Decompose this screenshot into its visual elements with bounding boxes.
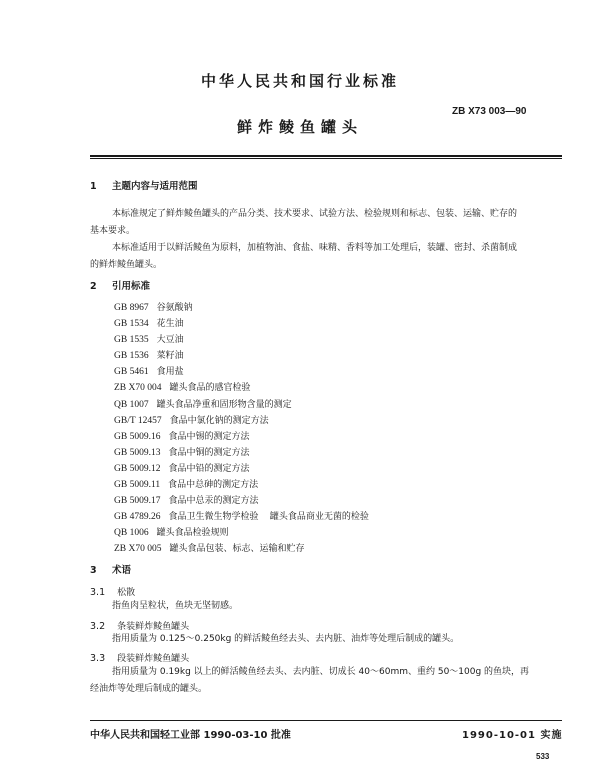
footer-rule <box>90 720 562 721</box>
term-3-1-heading: 3.1 松散 <box>90 587 136 598</box>
section-2-heading: 2 引用标准 <box>90 281 151 292</box>
document-title: 鲜炸鲮鱼罐头 <box>236 118 363 136</box>
reference-item: GB 4789.26 食品卫生微生物学检验 罐头食品商业无菌的检验 <box>114 512 369 523</box>
section-1-para-1-line-1: 本标准规定了鲜炸鲮鱼罐头的产品分类、技术要求、试验方法、检验规则和标志、包装、运输、贮存的 <box>112 209 518 219</box>
term-3-3-definition-line-1: 指用质量为 0.19kg 以上的鲜活鲮鱼经去头、去内脏、切成长 40～60mm、重约 50～100g 的鱼块，再 <box>112 667 530 677</box>
page-number: 533 <box>536 752 550 761</box>
section-3-heading: 3 术语 <box>90 565 132 576</box>
reference-item: ZB X70 005 罐头食品包装、标志、运输和贮存 <box>114 544 305 555</box>
reference-item: ZB X70 004 罐头食品的感官检验 <box>114 383 251 394</box>
reference-item: GB 5009.11 食品中总砷的测定方法 <box>114 480 259 491</box>
standard-organization: 中华人民共和国行业标准 <box>200 72 399 90</box>
header-rule-thin <box>90 158 562 159</box>
reference-item: GB 8967 谷氨酸钠 <box>114 303 193 313</box>
term-3-3-heading: 3.3 段装鲜炸鲮鱼罐头 <box>90 653 190 664</box>
section-1-para-2-line-2: 的鲜炸鲮鱼罐头。 <box>90 260 163 270</box>
reference-item: GB 1534 花生油 <box>114 319 184 330</box>
implementation-date: 1990-10-01 实施 <box>462 730 563 741</box>
term-3-2-heading: 3.2 条装鲜炸鲮鱼罐头 <box>90 621 190 632</box>
reference-item: QB 1007 罐头食品净重和固形物含量的测定 <box>114 399 292 410</box>
section-1-heading: 1 主题内容与适用范围 <box>90 181 198 192</box>
section-1-para-2-line-1: 本标准适用于以鲜活鲮鱼为原料，加植物油、食盐、味精、香料等加工处理后，装罐、密封、杀菌制成 <box>112 243 518 253</box>
reference-list <box>114 300 369 558</box>
reference-item: QB 1006 罐头食品检验规则 <box>114 528 229 539</box>
reference-item: GB 1536 菜籽油 <box>114 351 184 362</box>
reference-item: GB 5009.12 食品中铅的测定方法 <box>114 463 250 474</box>
reference-item: GB/T 12457 食品中氯化钠的测定方法 <box>114 415 269 426</box>
term-3-3-definition-line-2: 经油炸等处理后制成的罐头。 <box>90 684 208 694</box>
term-3-2-definition: 指用质量为 0.125～0.250kg 的鲜活鲮鱼经去头、去内脏、油炸等处理后制成的罐头。 <box>112 634 460 644</box>
section-1-para-1-line-2: 基本要求。 <box>90 226 136 236</box>
standard-code: ZB X73 003—90 <box>452 106 527 117</box>
reference-item: GB 5009.16 食品中锡的测定方法 <box>114 431 250 442</box>
approval-statement: 中华人民共和国轻工业部 1990-03-10 批准 <box>90 730 291 741</box>
reference-item: GB 5009.13 食品中铜的测定方法 <box>114 447 250 458</box>
term-3-1-definition: 指鱼肉呈粒状，鱼块无坚韧感。 <box>112 601 239 611</box>
reference-item: GB 1535 大豆油 <box>114 335 184 346</box>
reference-item: GB 5009.17 食品中总汞的测定方法 <box>114 496 259 507</box>
header-rule <box>90 155 562 157</box>
reference-item: GB 5461 食用盐 <box>114 367 184 378</box>
